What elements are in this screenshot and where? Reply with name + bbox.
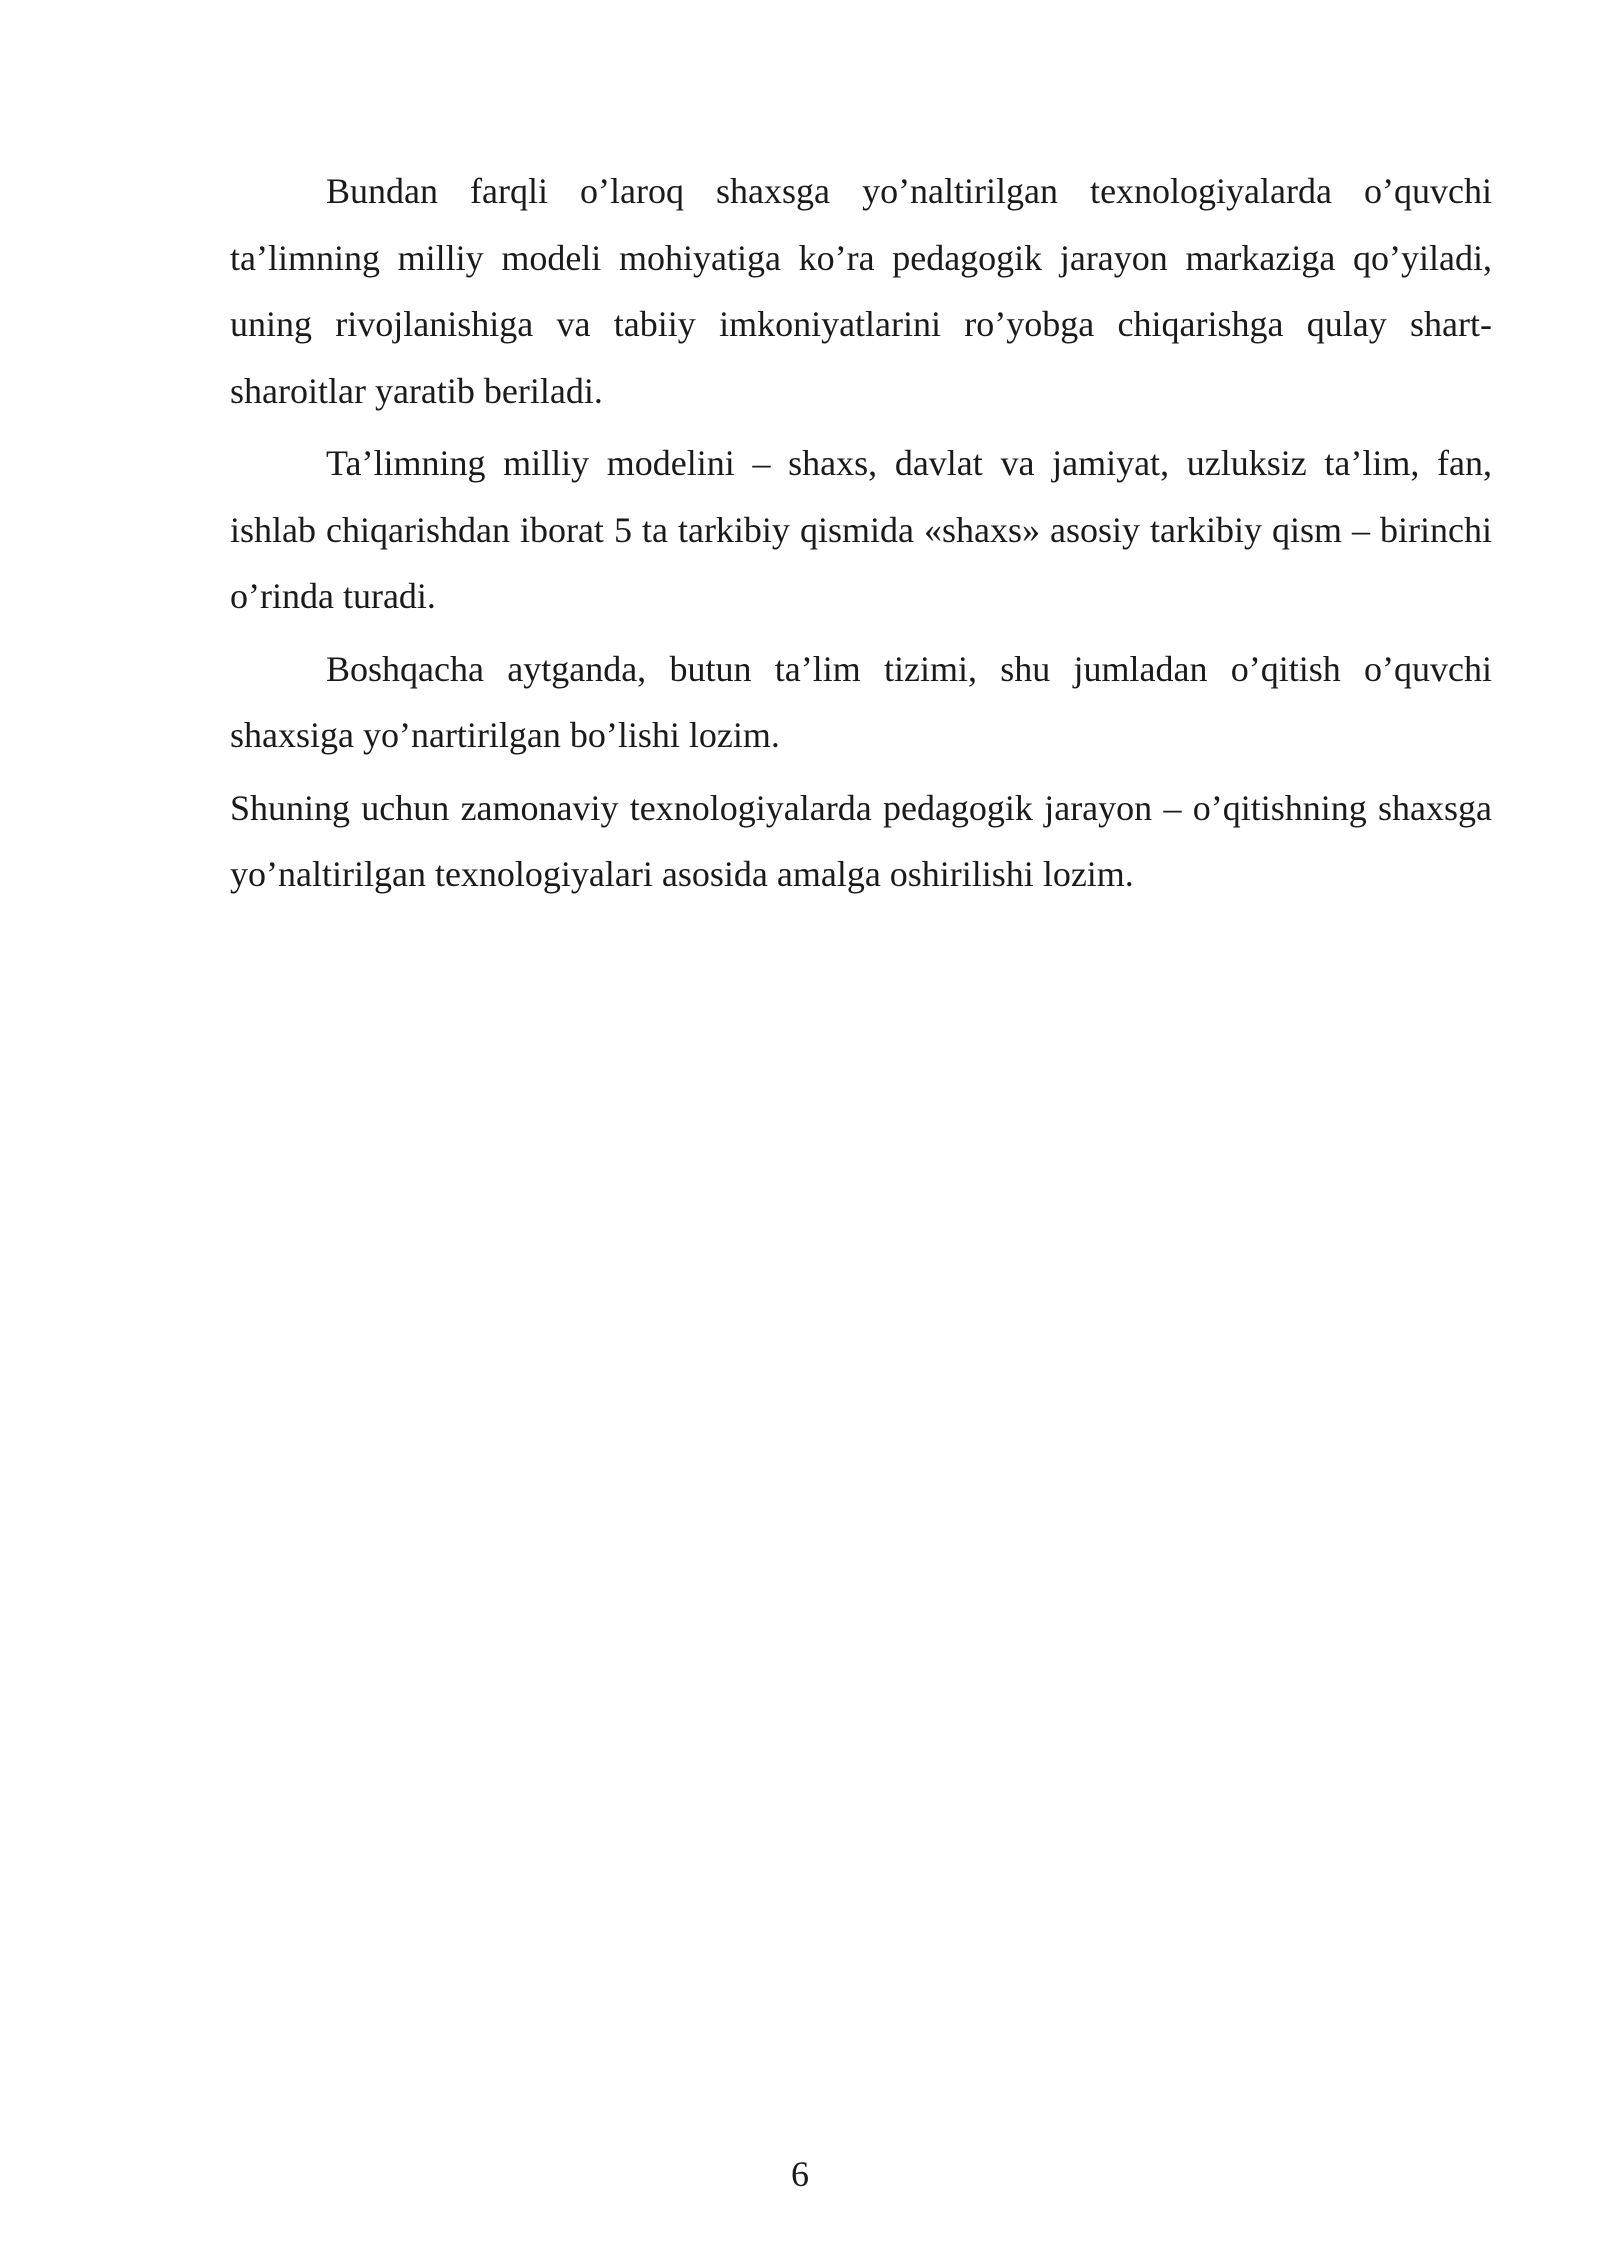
paragraph-2: Ta’limning milliy modelini – shaxs, davlat va jamiyat, uzluksiz ta’lim, fan, ishlab chiqarishdan iborat 5 ta tarkibiy qismida «shaxs» asosiy tarkibiy qism – birinchi o’rinda turadi. [230, 443, 1492, 616]
page-number: 6 [791, 2154, 809, 2194]
paragraph-1: Bundan farqli o’laroq shaxsga yo’naltirilgan texnologiyalarda o’quvchi ta’limning milliy modeli mohiyatiga ko’ra pedagogik jarayon markaziga qo’yiladi, uning rivojlanishiga va tabiiy imkoniyatlarini ro’yobga chiqarishga qulay shart-sharoitlar yaratib beriladi. [230, 171, 1492, 411]
paragraph-4: Shuning uchun zamonaviy texnologiyalarda pedagogik jarayon – o’qitishning shaxsga yo’naltirilgan texnologiyalari asosida amalga oshirilishi lozim. [230, 787, 1492, 894]
body-text [230, 158, 1492, 914]
paragraph-3: Boshqacha aytganda, butun ta’lim tizimi, shu jumladan o’qitish o’quvchi shaxsiga yo’nartirilgan bo’lishi lozim. [230, 648, 1492, 755]
